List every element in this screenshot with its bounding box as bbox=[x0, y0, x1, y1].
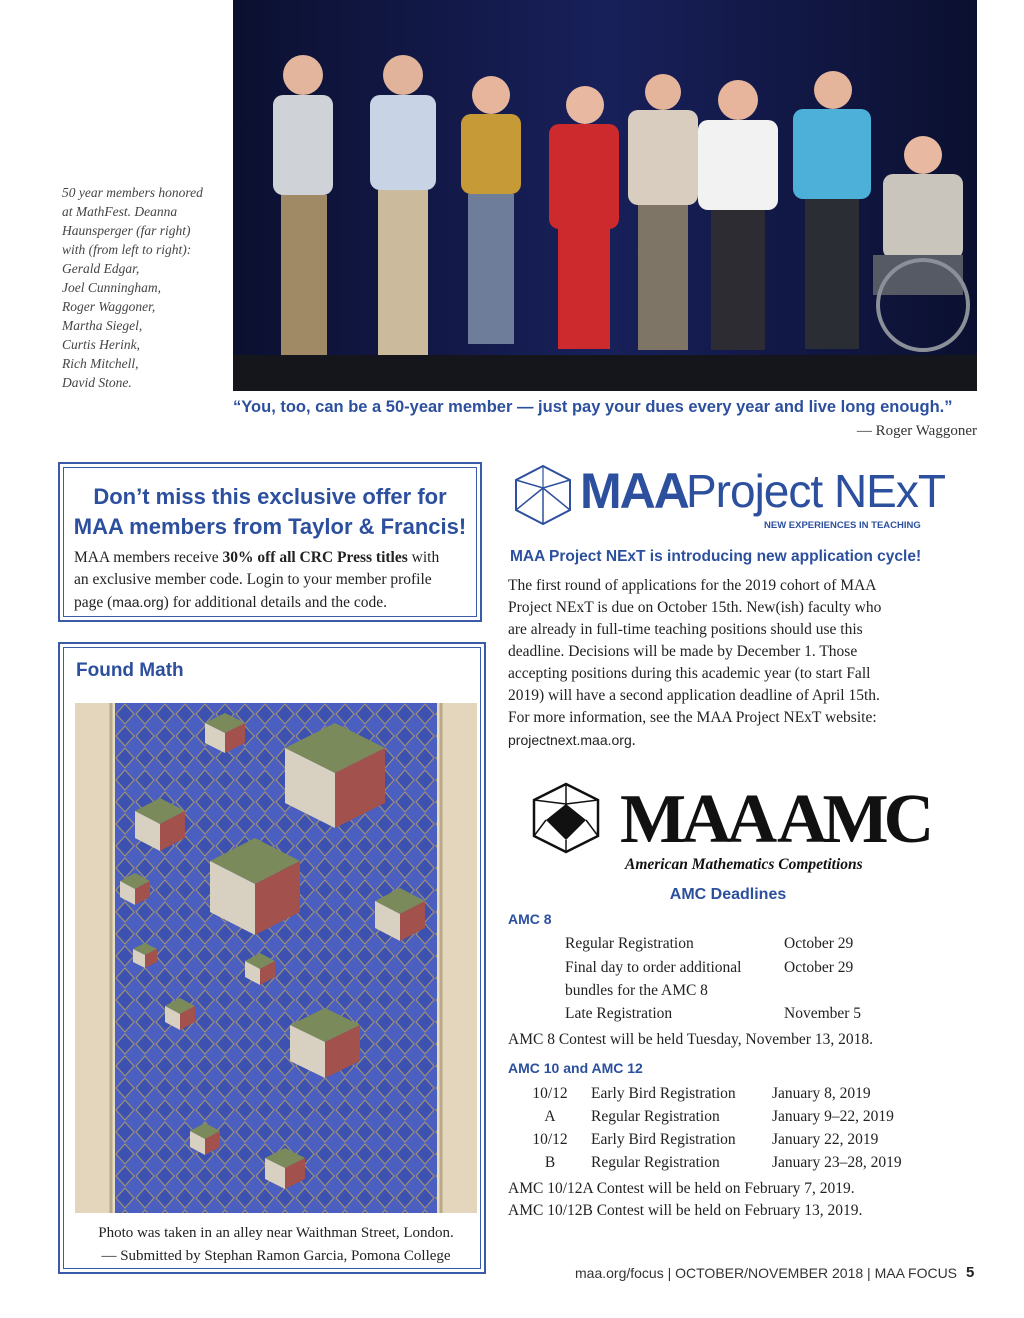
found-math-caption bbox=[64, 1222, 488, 1268]
amc8-date: October 29 bbox=[784, 935, 854, 952]
amc10-event: Early Bird Registration bbox=[591, 1131, 736, 1148]
found-math-inner-border bbox=[63, 647, 481, 1269]
project-next-link[interactable]: projectnext.maa.org bbox=[508, 732, 632, 748]
amc10-date: January 8, 2019 bbox=[772, 1085, 871, 1102]
amc10-date: January 9–22, 2019 bbox=[772, 1108, 894, 1125]
offer-body bbox=[74, 547, 474, 614]
quote-attribution: — Roger Waggoner bbox=[856, 423, 977, 439]
found-math-box bbox=[58, 642, 486, 1274]
amc10-code: 10/12 bbox=[532, 1085, 568, 1102]
amc10-event: Early Bird Registration bbox=[591, 1085, 736, 1102]
amc10-code: 10/12 bbox=[532, 1131, 568, 1148]
photo-illustration bbox=[233, 0, 977, 391]
offer-box-inner-border bbox=[63, 467, 477, 617]
offer-text: MAA members receive bbox=[74, 549, 223, 566]
offer-title-line: MAA members from Taylor & Francis! bbox=[73, 514, 467, 539]
offer-title bbox=[64, 482, 476, 542]
page-footer: maa.org/focus | OCTOBER/NOVEMBER 2018 | MAA FOCUS bbox=[575, 1265, 958, 1281]
found-math-title: Found Math bbox=[76, 660, 184, 681]
amc8-event: bundles for the AMC 8 bbox=[565, 982, 708, 999]
amc8-event: Final day to order additional bbox=[565, 959, 742, 976]
offer-text: page ( bbox=[74, 594, 113, 611]
caption-line: Gerald Edgar, bbox=[62, 261, 140, 276]
project-next-heading: MAA Project NExT is introducing new application cycle! bbox=[510, 548, 922, 565]
caption-line: Martha Siegel, bbox=[62, 318, 143, 333]
offer-text: an exclusive member code. Login to your member profile bbox=[74, 571, 432, 588]
amc10-date: January 23–28, 2019 bbox=[772, 1154, 902, 1171]
amc-logo-text: MAA AMC bbox=[620, 781, 930, 858]
tile-mosaic-photo bbox=[75, 703, 477, 1213]
photo-caption bbox=[62, 183, 232, 392]
offer-text: ) for additional details and the code. bbox=[163, 594, 388, 611]
project-next-body bbox=[508, 575, 948, 752]
caption-line: Joel Cunningham, bbox=[62, 280, 161, 295]
offer-highlight: 30% off all CRC Press titles bbox=[222, 549, 408, 566]
body-text: . bbox=[631, 732, 636, 749]
amc8-event: Late Registration bbox=[565, 1005, 673, 1022]
caption-line: Curtis Herink, bbox=[62, 337, 141, 352]
caption-line: Photo was taken in an alley near Waithman Street, London. bbox=[98, 1225, 454, 1241]
body-line: 2019) will have a second application deadline of April 15th. bbox=[508, 687, 880, 704]
logo-project-text: Project NExT bbox=[686, 465, 945, 517]
logo-tagline: NEW EXPERIENCES IN TEACHING bbox=[764, 520, 921, 531]
body-line: are already in full-time teaching positions should use this bbox=[508, 621, 863, 638]
amc8-label: AMC 8 bbox=[508, 911, 552, 927]
body-line: Project NExT is due on October 15th. New(ish) faculty who bbox=[508, 599, 882, 616]
amc10-event: Regular Registration bbox=[591, 1154, 720, 1171]
offer-title-line: Don’t miss this exclusive offer for bbox=[93, 484, 447, 509]
event-photo bbox=[233, 0, 977, 391]
offer-box bbox=[58, 462, 482, 622]
body-line: accepting positions during this academic year (to start Fall bbox=[508, 665, 871, 682]
body-line: For more information, see the MAA Project NExT website: bbox=[508, 709, 877, 726]
caption-line: Rich Mitchell, bbox=[62, 356, 139, 371]
amc10-date: January 22, 2019 bbox=[772, 1131, 879, 1148]
amc10-event: Regular Registration bbox=[591, 1108, 720, 1125]
caption-line: at MathFest. Deanna bbox=[62, 204, 178, 219]
amc10-code: A bbox=[544, 1108, 556, 1125]
icosahedron-icon bbox=[528, 780, 628, 860]
amc-deadlines-heading: AMC Deadlines bbox=[669, 886, 787, 903]
amc8-note: AMC 8 Contest will be held Tuesday, November 13, 2018. bbox=[508, 1031, 873, 1048]
page-number: 5 bbox=[966, 1264, 975, 1281]
amc10-code: B bbox=[544, 1154, 556, 1171]
logo-maa-text: MAA bbox=[580, 463, 688, 519]
amc10-note: AMC 10/12B Contest will be held on February 13, 2019. bbox=[508, 1202, 863, 1219]
caption-line: with (from left to right): bbox=[62, 242, 192, 257]
amc10-label: AMC 10 and AMC 12 bbox=[508, 1060, 643, 1076]
caption-line: Haunsperger (far right) bbox=[62, 223, 191, 238]
body-line: deadline. Decisions will be made by December 1. Those bbox=[508, 643, 858, 660]
caption-line: 50 year members honored bbox=[62, 185, 203, 200]
amc10-note: AMC 10/12A Contest will be held on February 7, 2019. bbox=[508, 1180, 855, 1197]
caption-line: Roger Waggoner, bbox=[62, 299, 156, 314]
offer-text: with bbox=[407, 549, 440, 566]
caption-line: — Submitted by Stephan Ramon Garcia, Pomona College bbox=[101, 1248, 451, 1264]
amc8-date: October 29 bbox=[784, 959, 854, 976]
amc-logo-subtitle: American Mathematics Competitions bbox=[625, 856, 863, 873]
maa-link[interactable]: maa.org bbox=[112, 594, 164, 610]
body-line: The first round of applications for the 2019 cohort of MAA bbox=[508, 577, 877, 594]
caption-line: David Stone. bbox=[62, 375, 132, 390]
project-next-logo bbox=[508, 458, 948, 538]
pull-quote: “You, too, can be a 50-year member — just pay your dues every year and live long enough.” bbox=[233, 398, 953, 416]
amc8-date: November 5 bbox=[784, 1005, 862, 1022]
amc8-event: Regular Registration bbox=[565, 935, 694, 952]
amc-logo bbox=[528, 780, 928, 880]
